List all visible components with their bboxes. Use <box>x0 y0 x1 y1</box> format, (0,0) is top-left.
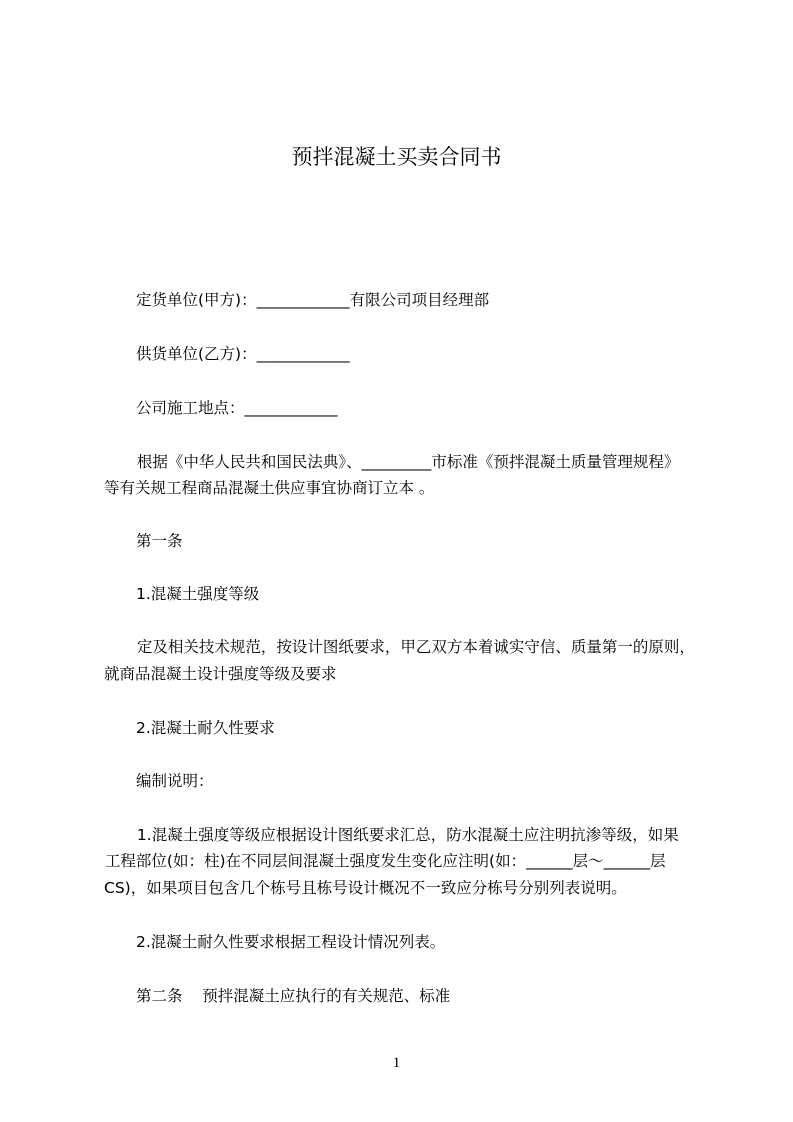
site-line: 公司施工地点：____________ <box>136 399 338 417</box>
supplier-line: 供货单位(乙方)：____________ <box>136 345 350 363</box>
article-1-heading: 第一条 <box>136 532 183 550</box>
article-2-heading: 第二条 预拌混凝土应执行的有关规范、标准 <box>136 987 451 1005</box>
document-title: 预拌混凝土买卖合同书 <box>291 145 502 169</box>
note-2: 2.混凝土耐久性要求根据工程设计情况列表。 <box>136 933 446 951</box>
note-1-line-1: 1.混凝土强度等级应根据设计图纸要求汇总，防水混凝土应注明抗渗等级，如果 <box>132 826 679 844</box>
note-1-line-3: CS)，如果项目包含几个栋号且栋号设计概况不一致应分栋号分别列表说明。 <box>104 879 627 897</box>
buyer-line: 定货单位(甲方)：____________有限公司项目经理部 <box>136 291 490 309</box>
section-1-heading: 1.混凝土强度等级 <box>136 585 260 603</box>
preamble-line-2: 等有关规工程商品混凝土供应事宜协商订立本 。 <box>104 479 435 497</box>
page-number: 1 <box>392 1055 401 1071</box>
paragraph-line-1: 定及相关技术规范，按设计图纸要求，甲乙双方本着诚实守信、质量第一的原则， <box>132 638 695 656</box>
notes-heading: 编制说明： <box>136 772 214 790</box>
section-2-heading: 2.混凝土耐久性要求 <box>136 719 275 737</box>
note-1-line-2: 工程部位(如：柱)在不同层间混凝土强度发生变化应注明(如：______层～______层 <box>100 852 666 870</box>
paragraph-line-2: 就商品混凝土设计强度等级及要求 <box>104 665 337 683</box>
preamble-line-1: 根据《中华人民共和国民法典》、_________市标准《预拌混凝土质量管理规程》 <box>132 453 680 471</box>
